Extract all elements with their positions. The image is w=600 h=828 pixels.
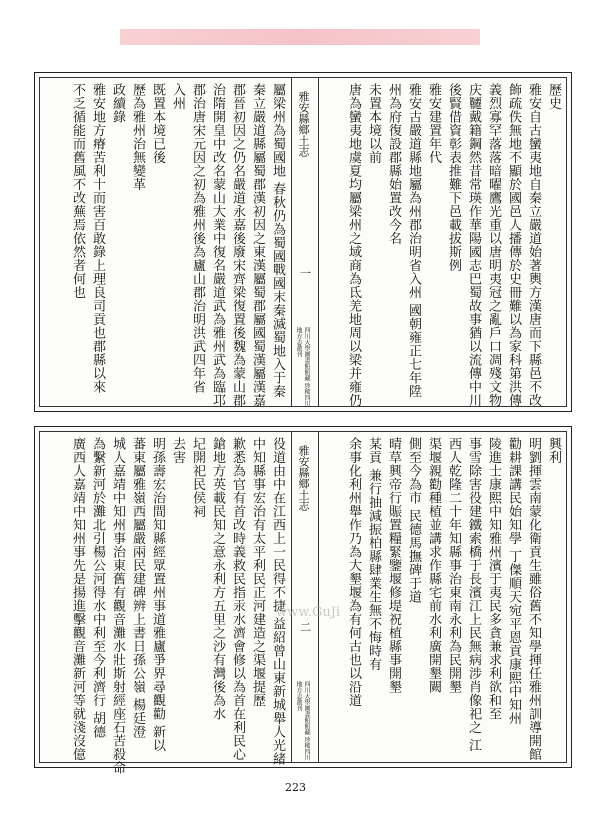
- publisher-note: 四川大學圖書館館藏 珍稀四川地方志叢刊: [295, 681, 310, 761]
- text-column: 唐為蠻夷地虞夏均屬梁州之域商為氐羌地周以梁并雍仍: [346, 83, 361, 407]
- gutter-page-number: 一: [300, 267, 311, 280]
- publisher-note: 四川大學圖書館館藏 珍稀四川地方志叢刊: [295, 327, 310, 407]
- text-column: 不乏循能而舊風不改蕪焉依然者何也: [70, 83, 85, 299]
- text-column: 余事化利州舉作乃為大墾堰為有何古也以沿道: [346, 437, 361, 707]
- text-column: 州為府復設郡縣始置改今名: [386, 83, 401, 245]
- text-column: 後賢借資彰表推難下邑載拔斯例: [446, 83, 461, 272]
- text-column: 廣西人嘉靖中知州事先是揚進擊觀音灘新河等就淺沒億: [70, 437, 85, 761]
- text-column: 明孫壽宏治間知縣經眾置州事道雅廬爭界尋觀勸 新以: [150, 437, 165, 753]
- text-column: 役道由中在江西上一民得不捷 益紹曾山東新城舉人光緒: [270, 437, 285, 766]
- text-column: 中知縣事宏治有太平利民正河建造之渠堰提歷: [250, 437, 265, 707]
- upper-page: [34, 72, 572, 412]
- text-column: 歷為雅州治無變革: [130, 83, 145, 191]
- text-column: 未置本境以前: [366, 83, 381, 164]
- text-column: 某貢 兼行抽減振柏縣肆業生無不悔時有: [366, 437, 381, 672]
- text-column: 雅安自古蠻夷地自秦立嚴道始著輿方漢唐而下縣邑不改: [526, 83, 541, 407]
- text-column: 去害: [170, 437, 185, 464]
- text-column: 城人嘉靖中知州事治東舊有觀音灘水壯斯射經座石苦殺命: [110, 437, 125, 775]
- text-column: 勸耕課講民始知學 丁傑順天宛平恩貢康熙中知州: [506, 437, 521, 726]
- text-column: 歉悉為官有首改時義救民指汞水濟會修以為首在利民心: [230, 437, 245, 761]
- text-column: 郡治唐宋元因之初為雅州後為廬山郡治明洪武四年省: [190, 83, 205, 394]
- text-column: 既置本境已後: [150, 83, 165, 164]
- text-column: 事雪除害役建鐵索橋于長濱江上民無病涉肖像祀之 江: [466, 437, 481, 753]
- gutter-page-number: 二: [300, 621, 311, 634]
- section-heading: 歷史: [546, 83, 561, 110]
- section-heading: 興利: [546, 437, 561, 464]
- text-column: 雅安建置年代: [426, 83, 441, 164]
- book-title: 雅安縣鄉土志: [297, 445, 310, 511]
- book-title: 雅安縣鄉土志: [297, 91, 310, 157]
- lower-page-gutter: [291, 431, 319, 763]
- text-column: 晴草興帝行賑置糧緊鑒堰修堤祝植縣事開墾: [386, 437, 401, 694]
- text-column: 郡晉初因之仍名嚴道永嘉後廢宋齊梁復置後魏為蒙山郡: [230, 83, 245, 407]
- text-column: 陵進士康熙中知雅州濱于夷民多貪兼求利欲和至: [486, 437, 501, 721]
- text-column: 屬梁州為蜀國地 春秋仍為蜀國戰國末秦滅蜀地入于秦: [270, 83, 285, 399]
- top-banner-strip: [120, 29, 480, 45]
- text-column: 側至今為市 民德馬撫碑于道: [406, 437, 421, 604]
- text-column: 治隋開皇中改名蒙山大業中復名嚴道武為雅州武為臨邛: [210, 83, 225, 407]
- text-column: 秦立嚴道縣屬蜀郡漢初因之東漢屬蜀郡屬國蜀漢屬漢嘉: [250, 83, 265, 407]
- text-column: 庆韆戴籍鋼然昔常瑛作華陽國志巴蜀故事猶以流傳中川: [466, 83, 481, 407]
- upper-page-gutter: [291, 77, 319, 407]
- page-number: 223: [285, 781, 306, 794]
- text-column: 雅安地方瘠苦利十而害百敢錄上理良司貢也郡縣以來: [90, 83, 105, 394]
- text-column: 西人乾隆二十年知縣事治東南永利為民開墾: [446, 437, 461, 694]
- text-column: 政續錄: [110, 83, 125, 124]
- text-column: 為繫新河於灘北引楊公河得水中利至今利濟行 胡德: [90, 437, 105, 739]
- text-column: 圮開祀民侯祠: [190, 437, 205, 518]
- lower-page: [34, 426, 572, 775]
- text-column: 明劉揮雲南蒙化衛貢生雖俗舊不知學揮任雅州訓導開館: [526, 437, 541, 761]
- text-column: 鎗地方英載民知之意永利方五里之沙有灣後為水: [210, 437, 225, 721]
- text-column: 飾疏佚無地不顯於國邑人播傳於史冊難以為家科第洪傳: [506, 83, 521, 407]
- text-column: 蕃東屬雅嶺西屬嚴兩民建碑辨上書日孫公嶺 楊廷澄: [130, 437, 145, 739]
- text-column: 雅安古嚴道縣地屬為州郡治明省入州 國朝雍正七年陞: [406, 83, 421, 399]
- text-column: 渠堰親勸種植並講求作縣宅前水利廣開墾闕: [426, 437, 441, 694]
- text-column: 義烈寡罕落落暗曜鷹光重以唐明夷冠之亂戶口凋殘文物: [486, 83, 501, 407]
- watermark: www.GuJi: [276, 605, 341, 620]
- text-column: 入州: [170, 83, 185, 110]
